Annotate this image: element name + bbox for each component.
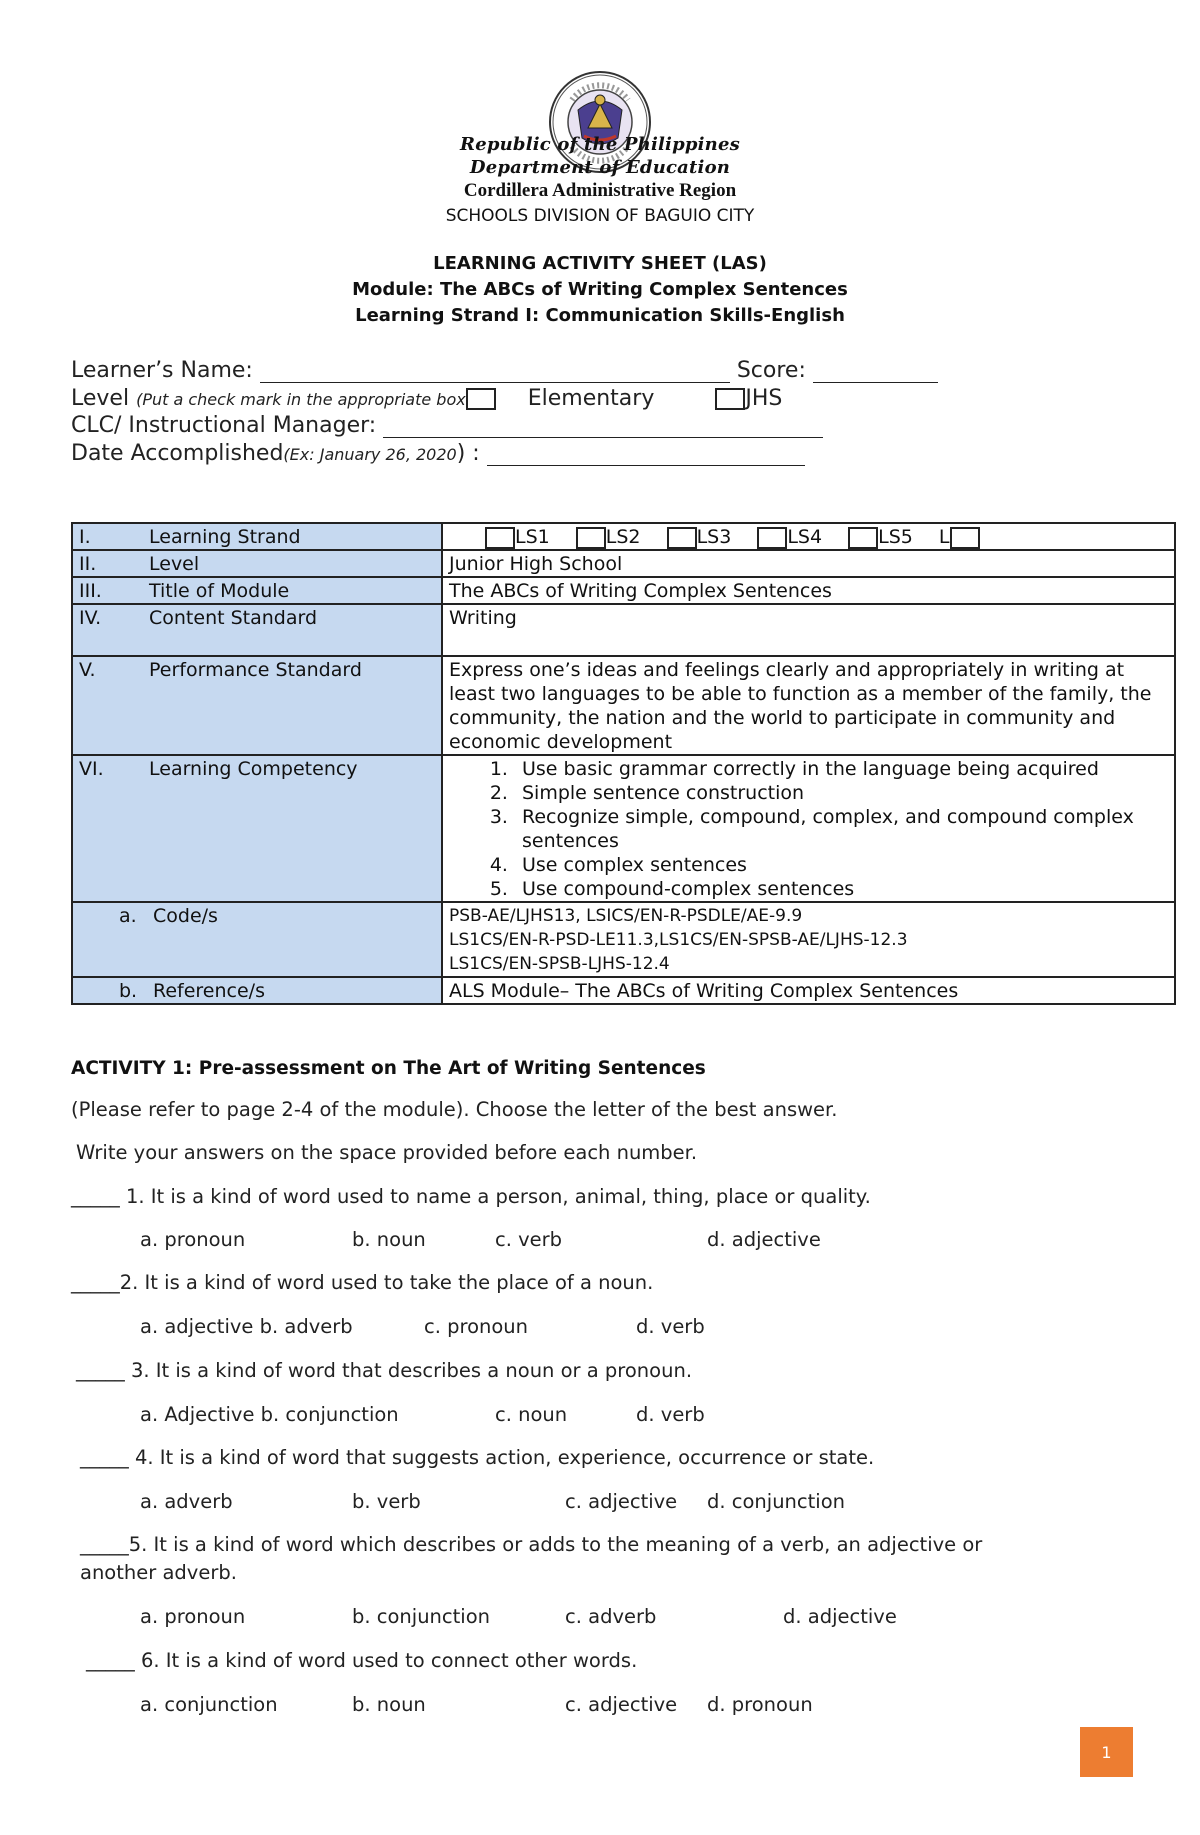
option-d: d. adjective — [707, 1228, 821, 1251]
question-text: 5. It is a kind of word which describes or adds to the meaning of a verb, an adjective or — [128, 1533, 983, 1556]
list-item: 1. Use basic grammar correctly in the language being acquired — [514, 757, 1168, 781]
option-d: d. conjunction — [707, 1490, 845, 1513]
answer-blank[interactable]: _____ — [86, 1649, 135, 1672]
date-field[interactable] — [487, 445, 805, 466]
option-a: a. pronoun — [140, 1605, 246, 1628]
option-b: b. verb — [352, 1490, 421, 1513]
code-line: LS1CS/EN-R-PSD-LE11.3,LS1CS/EN-SPSB-AE/LJHS-12.3 — [449, 930, 908, 950]
question-4 — [80, 1446, 874, 1469]
ls4-label: LS4 — [787, 526, 823, 548]
code-line: PSB-AE/LJHS13, LSICS/EN-R-PSDLE/AE-9.9 — [449, 906, 803, 926]
table-row — [72, 977, 1175, 1004]
activity-instruction-2: Write your answers on the space provided before each number. — [76, 1141, 698, 1164]
activity-instruction-1: (Please refer to page 2-4 of the module). Choose the letter of the best answer. — [71, 1098, 838, 1121]
ls5-checkbox[interactable] — [848, 527, 878, 549]
level-label: Level — [71, 386, 130, 411]
question-text: 4. It is a kind of word that suggests action, experience, occurrence or state. — [128, 1446, 875, 1469]
jhs-label: JHS — [745, 386, 783, 411]
level-note: (Put a check mark in the appropriate box — [136, 390, 466, 409]
option-a: a. adjective b. adverb — [140, 1315, 353, 1338]
question-text: 6. It is a kind of word used to connect other words. — [134, 1649, 638, 1672]
question-2 — [71, 1271, 653, 1294]
list-item: 4. Use complex sentences — [514, 853, 1168, 877]
option-c: c. pronoun — [424, 1315, 529, 1338]
table-row — [72, 755, 1175, 902]
option-a: a. pronoun — [140, 1228, 246, 1251]
clc-field[interactable] — [383, 417, 823, 438]
answer-blank[interactable]: _____ — [76, 1359, 125, 1382]
question-5-continuation: another adverb. — [80, 1561, 237, 1584]
date-row — [71, 441, 1131, 466]
content-standard-value: Writing — [442, 604, 1175, 656]
option-b: b. noun — [352, 1228, 426, 1251]
table-label-cell: I. Learning Strand — [72, 523, 442, 550]
ls4-checkbox[interactable] — [757, 527, 787, 549]
table-row — [72, 902, 1175, 977]
ls2-label: LS2 — [605, 526, 641, 548]
learner-name-label: Learner’s Name: — [71, 358, 253, 383]
elementary-checkbox[interactable] — [466, 388, 496, 410]
table-row — [72, 604, 1175, 656]
codes-value — [442, 902, 1175, 977]
list-item: 5. Use compound-complex sentences — [514, 877, 1168, 901]
learning-competency-list — [442, 755, 1175, 902]
date-note: (Ex: January 26, 2020 — [283, 445, 457, 464]
option-c: c. noun — [495, 1403, 568, 1426]
table-row — [72, 577, 1175, 604]
question-1 — [71, 1185, 871, 1208]
question-text: 1. It is a kind of word used to name a person, animal, thing, place or quality. — [119, 1185, 871, 1208]
list-item: 2. Simple sentence construction — [514, 781, 1168, 805]
option-c: c. adjective — [565, 1693, 678, 1716]
activity-title: ACTIVITY 1: Pre-assessment on The Art of Writing Sentences — [71, 1058, 706, 1079]
option-a: a. Adjective b. conjunction — [140, 1403, 399, 1426]
clc-label: CLC/ Instructional Manager: — [71, 413, 377, 438]
level-value: Junior High School — [442, 550, 1175, 577]
region-line: Cordillera Administrative Region — [463, 180, 737, 201]
elementary-label: Elementary — [527, 386, 655, 411]
option-d: d. verb — [636, 1315, 705, 1338]
ls1-checkbox[interactable] — [485, 527, 515, 549]
option-d: d. verb — [636, 1403, 705, 1426]
question-text: 3. It is a kind of word that describes a noun or a pronoun. — [124, 1359, 693, 1382]
table-row — [72, 523, 1175, 550]
ls1-label: LS1 — [515, 526, 550, 548]
table-row — [72, 550, 1175, 577]
ls2-checkbox[interactable] — [576, 527, 606, 549]
score-field[interactable] — [813, 362, 938, 383]
table-label-cell: IV. Content Standard — [72, 604, 442, 656]
las-info-table — [71, 522, 1176, 1005]
table-label-cell: b. Reference/s — [72, 977, 442, 1004]
option-d: d. pronoun — [707, 1693, 813, 1716]
ls6-label: L — [938, 526, 950, 548]
option-b: b. conjunction — [352, 1605, 490, 1628]
module-title-value: The ABCs of Writing Complex Sentences — [442, 577, 1175, 604]
option-c: c. verb — [495, 1228, 563, 1251]
ls3-checkbox[interactable] — [667, 527, 697, 549]
ls6-checkbox[interactable] — [950, 527, 980, 549]
learner-name-row — [71, 358, 1131, 383]
performance-standard-value: Express one’s ideas and feelings clearly and appropriately in writing at least two languages to be able to function as a member of the family, the community, the nation and the world to participate in community and economic development — [442, 656, 1175, 755]
clc-row — [71, 413, 1131, 438]
option-c: c. adverb — [565, 1605, 657, 1628]
score-label: Score: — [736, 358, 806, 383]
question-3 — [76, 1359, 692, 1382]
question-text: 2. It is a kind of word used to take the place of a noun. — [119, 1271, 654, 1294]
question-6 — [86, 1649, 637, 1672]
option-a: a. adverb — [140, 1490, 233, 1513]
table-label-cell: III. Title of Module — [72, 577, 442, 604]
answer-blank[interactable]: _____ — [80, 1533, 129, 1556]
list-item: 3. Recognize simple, compound, complex, and compound complex sentences — [514, 805, 1168, 853]
date-label: Date Accomplished — [71, 441, 284, 466]
date-close: ) : — [456, 441, 480, 466]
division-line: SCHOOLS DIVISION OF BAGUIO CITY — [445, 206, 755, 226]
option-d: d. adjective — [783, 1605, 897, 1628]
ls3-label: LS3 — [696, 526, 732, 548]
table-row — [72, 656, 1175, 755]
strand-title: Learning Strand I: Communication Skills-English — [355, 305, 845, 326]
table-label-cell: a. Code/s — [72, 902, 442, 977]
learner-name-field[interactable] — [260, 362, 730, 383]
table-label-cell: V. Performance Standard — [72, 656, 442, 755]
option-c: c. adjective — [565, 1490, 678, 1513]
answer-blank[interactable]: _____ — [80, 1446, 129, 1469]
answer-blank[interactable]: _____ — [71, 1185, 120, 1208]
code-line: LS1CS/EN-SPSB-LJHS-12.4 — [449, 954, 670, 974]
module-title: Module: The ABCs of Writing Complex Sentences — [352, 279, 848, 300]
jhs-checkbox[interactable] — [715, 388, 745, 410]
ls5-label: LS5 — [878, 526, 913, 548]
table-label-cell: VI. Learning Competency — [72, 755, 442, 902]
learning-strand-options — [442, 523, 1175, 550]
table-label-cell: II. Level — [72, 550, 442, 577]
republic-line: Republic of the Philippines — [460, 134, 740, 155]
question-5 — [80, 1533, 982, 1556]
page-number: 1 — [1080, 1727, 1133, 1777]
option-a: a. conjunction — [140, 1693, 278, 1716]
reference-value: ALS Module– The ABCs of Writing Complex Sentences — [442, 977, 1175, 1004]
answer-blank[interactable]: _____ — [71, 1271, 120, 1294]
department-line: Department of Education — [469, 157, 731, 178]
level-row — [71, 386, 1131, 411]
las-title: LEARNING ACTIVITY SHEET (LAS) — [433, 253, 767, 274]
option-b: b. noun — [352, 1693, 426, 1716]
